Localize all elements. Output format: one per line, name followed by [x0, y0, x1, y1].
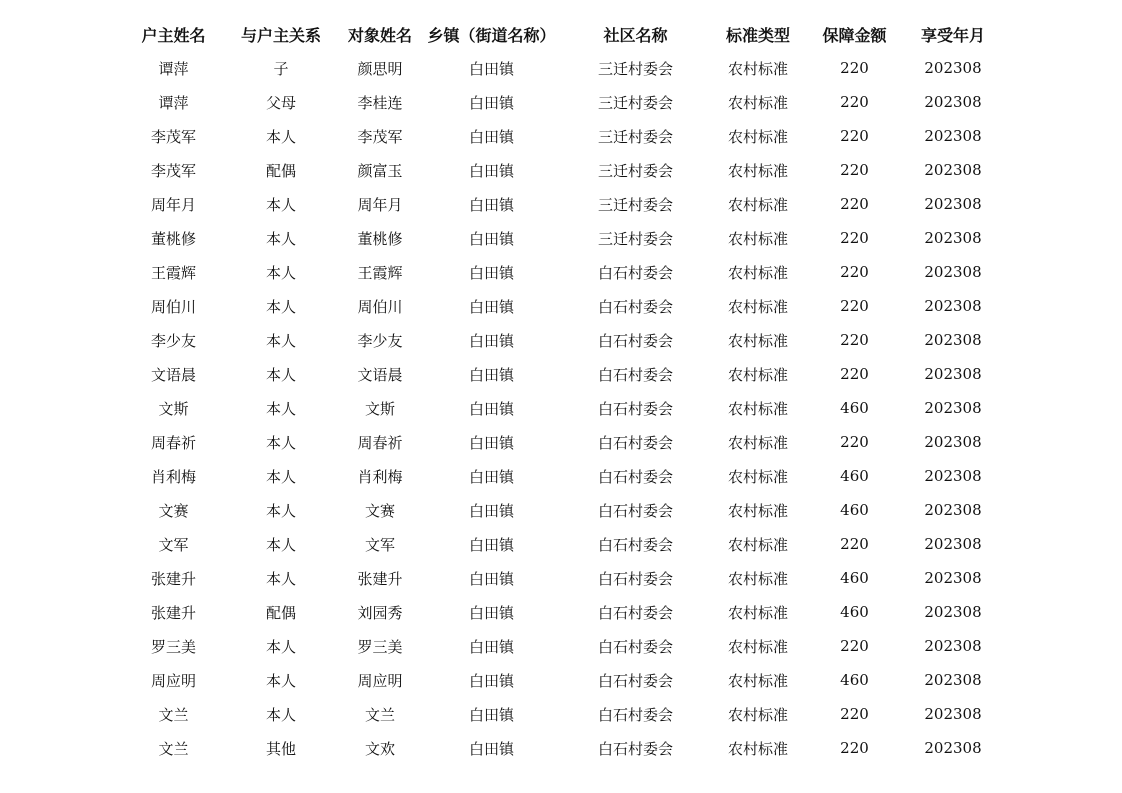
- cell-standard-type: 农村标准: [727, 161, 788, 180]
- cell-period: 202308: [924, 297, 982, 315]
- cell-relation: 配偶: [265, 161, 296, 180]
- cell-recipient-name: 文语晨: [357, 365, 403, 384]
- cell-recipient-name: 周伯川: [357, 297, 403, 316]
- cell-township: 白田镇: [468, 229, 514, 248]
- cell-period: 202308: [924, 331, 982, 349]
- cell-community: 白石村委会: [597, 433, 673, 452]
- cell-amount: 460: [840, 467, 869, 485]
- cell-amount: 460: [840, 569, 869, 587]
- cell-recipient-name: 文兰: [364, 705, 395, 724]
- cell-amount: 220: [840, 263, 869, 281]
- table-row: [120, 527, 1000, 561]
- cell-township: 白田镇: [468, 671, 514, 690]
- header-recipient-name: 对象姓名: [347, 25, 412, 45]
- cell-standard-type: 农村标准: [727, 229, 788, 248]
- cell-community: 白石村委会: [597, 739, 673, 758]
- cell-relation: 本人: [265, 195, 296, 214]
- cell-standard-type: 农村标准: [727, 127, 788, 146]
- cell-township: 白田镇: [468, 705, 514, 724]
- cell-township: 白田镇: [468, 399, 514, 418]
- cell-community: 白石村委会: [597, 535, 673, 554]
- cell-recipient-name: 颜思明: [357, 59, 403, 78]
- cell-community: 白石村委会: [597, 603, 673, 622]
- cell-recipient-name: 周应明: [357, 671, 403, 690]
- cell-period: 202308: [924, 93, 982, 111]
- table-row: [120, 51, 1000, 85]
- cell-recipient-name: 李茂军: [357, 127, 403, 146]
- cell-recipient-name: 李少友: [357, 331, 403, 350]
- cell-period: 202308: [924, 127, 982, 145]
- cell-township: 白田镇: [468, 161, 514, 180]
- cell-amount: 220: [840, 331, 869, 349]
- cell-recipient-name: 董桃修: [357, 229, 403, 248]
- cell-relation: 子: [273, 59, 289, 78]
- header-amount: 保障金额: [822, 25, 887, 45]
- table-row: [120, 595, 1000, 629]
- cell-period: 202308: [924, 705, 982, 723]
- cell-recipient-name: 文欢: [364, 739, 395, 758]
- cell-period: 202308: [924, 637, 982, 655]
- cell-relation: 本人: [265, 671, 296, 690]
- cell-period: 202308: [924, 229, 982, 247]
- cell-standard-type: 农村标准: [727, 535, 788, 554]
- assistance-table: [120, 17, 1000, 765]
- cell-amount: 220: [840, 59, 869, 77]
- table-row: [120, 697, 1000, 731]
- cell-township: 白田镇: [468, 535, 514, 554]
- cell-amount: 220: [840, 705, 869, 723]
- cell-standard-type: 农村标准: [727, 501, 788, 520]
- cell-township: 白田镇: [468, 365, 514, 384]
- cell-township: 白田镇: [468, 127, 514, 146]
- cell-amount: 220: [840, 739, 869, 757]
- cell-standard-type: 农村标准: [727, 93, 788, 112]
- cell-relation: 本人: [265, 331, 296, 350]
- cell-amount: 460: [840, 603, 869, 621]
- cell-relation: 本人: [265, 637, 296, 656]
- cell-community: 白石村委会: [597, 569, 673, 588]
- table-row: [120, 629, 1000, 663]
- cell-household-head: 张建升: [150, 603, 196, 622]
- table-row: [120, 85, 1000, 119]
- cell-household-head: 周春祈: [150, 433, 196, 452]
- cell-household-head: 周年月: [150, 195, 196, 214]
- cell-household-head: 周应明: [150, 671, 196, 690]
- cell-relation: 本人: [265, 263, 296, 282]
- cell-household-head: 董桃修: [150, 229, 196, 248]
- cell-amount: 220: [840, 93, 869, 111]
- cell-recipient-name: 张建升: [357, 569, 403, 588]
- table-row: [120, 221, 1000, 255]
- cell-amount: 460: [840, 501, 869, 519]
- cell-township: 白田镇: [468, 59, 514, 78]
- cell-standard-type: 农村标准: [727, 569, 788, 588]
- header-row: [120, 17, 1000, 51]
- cell-community: 三迁村委会: [597, 93, 673, 112]
- table-row: [120, 255, 1000, 289]
- cell-amount: 220: [840, 637, 869, 655]
- cell-standard-type: 农村标准: [727, 263, 788, 282]
- cell-recipient-name: 罗三美: [357, 637, 403, 656]
- cell-recipient-name: 文斯: [364, 399, 395, 418]
- cell-period: 202308: [924, 501, 982, 519]
- cell-household-head: 罗三美: [150, 637, 196, 656]
- cell-period: 202308: [924, 263, 982, 281]
- cell-period: 202308: [924, 365, 982, 383]
- table-row: [120, 323, 1000, 357]
- table-row: [120, 119, 1000, 153]
- cell-standard-type: 农村标准: [727, 297, 788, 316]
- cell-township: 白田镇: [468, 501, 514, 520]
- cell-household-head: 李茂军: [150, 127, 196, 146]
- cell-township: 白田镇: [468, 467, 514, 486]
- cell-amount: 220: [840, 161, 869, 179]
- cell-standard-type: 农村标准: [727, 59, 788, 78]
- header-community: 社区名称: [603, 25, 668, 45]
- cell-household-head: 肖利梅: [150, 467, 196, 486]
- table-row: [120, 425, 1000, 459]
- cell-community: 三迁村委会: [597, 59, 673, 78]
- cell-household-head: 张建升: [150, 569, 196, 588]
- cell-relation: 本人: [265, 365, 296, 384]
- cell-community: 白石村委会: [597, 331, 673, 350]
- cell-standard-type: 农村标准: [727, 637, 788, 656]
- cell-township: 白田镇: [468, 195, 514, 214]
- table-row: [120, 289, 1000, 323]
- table-row: [120, 357, 1000, 391]
- cell-household-head: 文斯: [158, 399, 189, 418]
- table-row: [120, 187, 1000, 221]
- cell-household-head: 谭萍: [158, 93, 189, 112]
- cell-township: 白田镇: [468, 331, 514, 350]
- cell-relation: 本人: [265, 297, 296, 316]
- cell-community: 白石村委会: [597, 399, 673, 418]
- cell-community: 白石村委会: [597, 705, 673, 724]
- cell-period: 202308: [924, 671, 982, 689]
- cell-relation: 本人: [265, 229, 296, 248]
- table-row: [120, 391, 1000, 425]
- cell-amount: 220: [840, 535, 869, 553]
- table-row: [120, 459, 1000, 493]
- cell-period: 202308: [924, 569, 982, 587]
- cell-relation: 本人: [265, 501, 296, 520]
- cell-relation: 本人: [265, 569, 296, 588]
- cell-township: 白田镇: [468, 603, 514, 622]
- cell-township: 白田镇: [468, 263, 514, 282]
- cell-amount: 220: [840, 229, 869, 247]
- cell-recipient-name: 周年月: [357, 195, 403, 214]
- cell-relation: 本人: [265, 705, 296, 724]
- cell-standard-type: 农村标准: [727, 195, 788, 214]
- cell-period: 202308: [924, 433, 982, 451]
- table-body: [120, 51, 1000, 765]
- cell-recipient-name: 颜富玉: [357, 161, 403, 180]
- table-row: [120, 663, 1000, 697]
- cell-relation: 配偶: [265, 603, 296, 622]
- cell-community: 三迁村委会: [597, 229, 673, 248]
- cell-amount: 460: [840, 399, 869, 417]
- cell-community: 三迁村委会: [597, 161, 673, 180]
- header-township: 乡镇（街道名称）: [427, 25, 556, 45]
- cell-standard-type: 农村标准: [727, 433, 788, 452]
- cell-standard-type: 农村标准: [727, 399, 788, 418]
- table-row: [120, 561, 1000, 595]
- cell-household-head: 王霞辉: [150, 263, 196, 282]
- cell-recipient-name: 肖利梅: [357, 467, 403, 486]
- cell-community: 三迁村委会: [597, 195, 673, 214]
- cell-period: 202308: [924, 59, 982, 77]
- table-row: [120, 731, 1000, 765]
- table-row: [120, 153, 1000, 187]
- header-standard-type: 标准类型: [725, 25, 790, 45]
- cell-township: 白田镇: [468, 569, 514, 588]
- table-row: [120, 493, 1000, 527]
- cell-recipient-name: 王霞辉: [357, 263, 403, 282]
- cell-community: 白石村委会: [597, 365, 673, 384]
- cell-recipient-name: 刘园秀: [357, 603, 403, 622]
- cell-relation: 本人: [265, 399, 296, 418]
- cell-recipient-name: 文军: [364, 535, 395, 554]
- cell-period: 202308: [924, 399, 982, 417]
- cell-recipient-name: 李桂连: [357, 93, 403, 112]
- cell-recipient-name: 文赛: [364, 501, 395, 520]
- cell-household-head: 文兰: [158, 705, 189, 724]
- cell-community: 白石村委会: [597, 467, 673, 486]
- cell-household-head: 文语晨: [150, 365, 196, 384]
- cell-relation: 本人: [265, 467, 296, 486]
- cell-standard-type: 农村标准: [727, 365, 788, 384]
- cell-community: 白石村委会: [597, 297, 673, 316]
- cell-period: 202308: [924, 161, 982, 179]
- cell-relation: 本人: [265, 127, 296, 146]
- cell-period: 202308: [924, 739, 982, 757]
- cell-township: 白田镇: [468, 297, 514, 316]
- cell-township: 白田镇: [468, 739, 514, 758]
- cell-amount: 220: [840, 365, 869, 383]
- cell-household-head: 李茂军: [150, 161, 196, 180]
- cell-period: 202308: [924, 195, 982, 213]
- cell-relation: 本人: [265, 535, 296, 554]
- cell-township: 白田镇: [468, 637, 514, 656]
- cell-household-head: 文兰: [158, 739, 189, 758]
- cell-standard-type: 农村标准: [727, 331, 788, 350]
- cell-amount: 220: [840, 127, 869, 145]
- cell-household-head: 周伯川: [150, 297, 196, 316]
- cell-standard-type: 农村标准: [727, 467, 788, 486]
- header-household-head: 户主姓名: [141, 25, 206, 45]
- cell-period: 202308: [924, 535, 982, 553]
- cell-standard-type: 农村标准: [727, 739, 788, 758]
- cell-relation: 本人: [265, 433, 296, 452]
- header-period: 享受年月: [920, 25, 985, 45]
- cell-period: 202308: [924, 467, 982, 485]
- cell-community: 白石村委会: [597, 637, 673, 656]
- cell-amount: 220: [840, 195, 869, 213]
- cell-standard-type: 农村标准: [727, 603, 788, 622]
- cell-relation: 父母: [265, 93, 296, 112]
- cell-township: 白田镇: [468, 93, 514, 112]
- cell-community: 白石村委会: [597, 671, 673, 690]
- cell-household-head: 文赛: [158, 501, 189, 520]
- cell-amount: 460: [840, 671, 869, 689]
- cell-period: 202308: [924, 603, 982, 621]
- cell-community: 三迁村委会: [597, 127, 673, 146]
- cell-standard-type: 农村标准: [727, 705, 788, 724]
- cell-community: 白石村委会: [597, 501, 673, 520]
- cell-amount: 220: [840, 433, 869, 451]
- cell-community: 白石村委会: [597, 263, 673, 282]
- cell-amount: 220: [840, 297, 869, 315]
- cell-township: 白田镇: [468, 433, 514, 452]
- header-relation: 与户主关系: [240, 25, 321, 45]
- cell-recipient-name: 周春祈: [357, 433, 403, 452]
- cell-household-head: 李少友: [150, 331, 196, 350]
- cell-household-head: 文军: [158, 535, 189, 554]
- cell-household-head: 谭萍: [158, 59, 189, 78]
- cell-standard-type: 农村标准: [727, 671, 788, 690]
- cell-relation: 其他: [265, 739, 296, 758]
